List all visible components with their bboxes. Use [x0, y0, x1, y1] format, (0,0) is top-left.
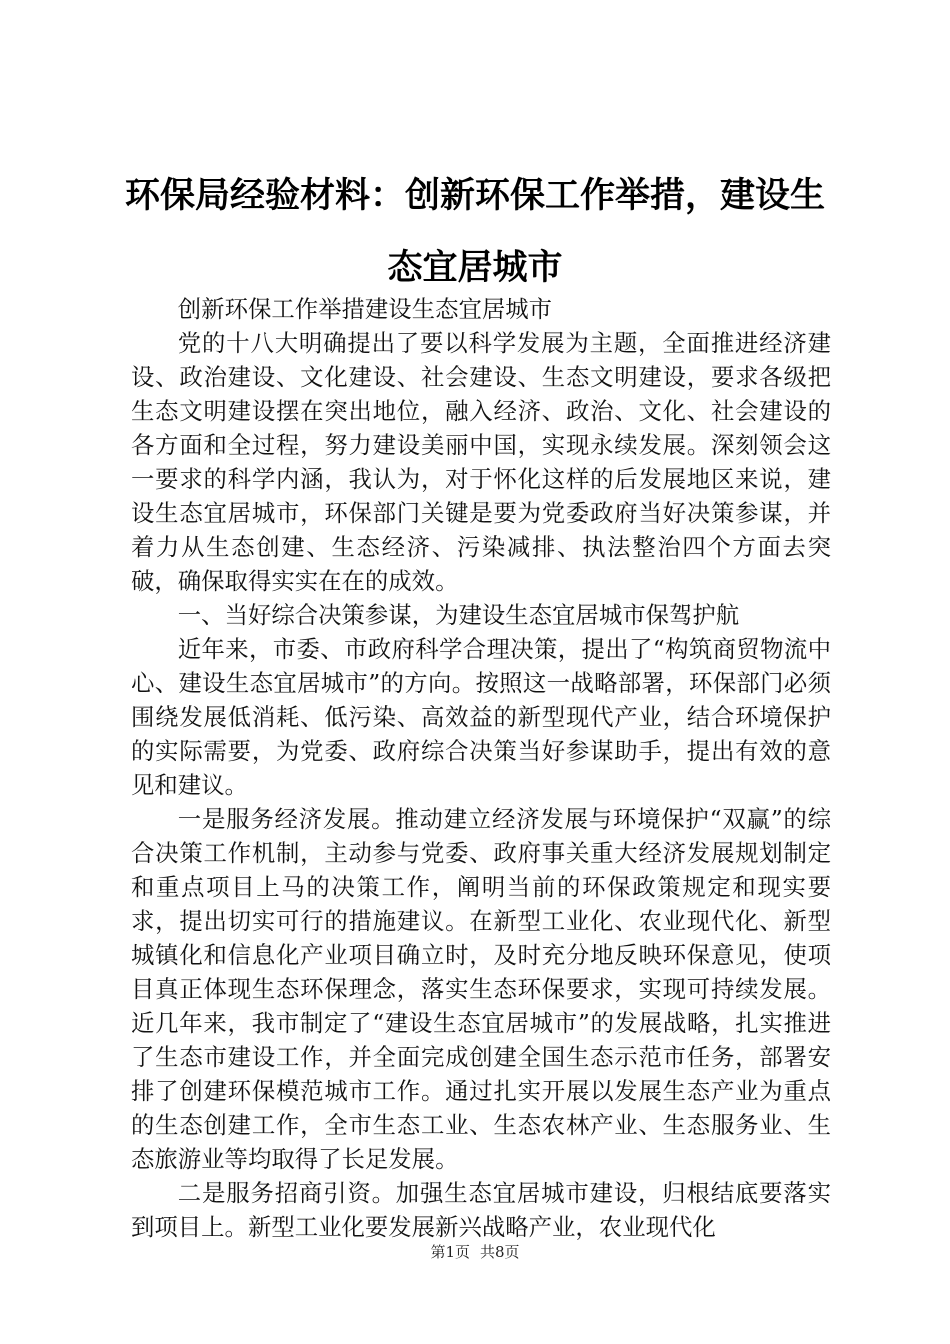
subtitle-paragraph: 创新环保工作举措建设生态宜居城市: [177, 295, 553, 323]
body-paragraph: 二是服务招商引资。加强生态宜居城市建设，归根结底要落实到项目上。新型工业化要发展新兴战略产业，农业现代化: [131, 1179, 831, 1241]
document-body: [131, 292, 831, 1244]
body-paragraph: 一是服务经济发展。推动建立经济发展与环境保护“双赢”的综合决策工作机制，主动参与党委、政府事关重大经济发展规划制定和重点项目上马的决策工作，阐明当前的环保政策规定和现实要求，提出切实可行的措施建议。在新型工业化、农业现代化、新型城镇化和信息化产业项目确立时，及时充分地反映环保意见，使项目真正体现生态环保理念，落实生态环保要求，实现可持续发展。近几年来，我市制定了“建设生态宜居城市”的发展战略，扎实推进了生态市建设工作，并全面完成创建全国生态示范市任务，部署安排了创建环保模范城市工作。通过扎实开展以发展生态产业为重点的生态创建工作，全市生态工业、生态农林产业、生态服务业、生态旅游业等均取得了长足发展。: [131, 805, 831, 1173]
section-heading: 一、当好综合决策参谋，为建设生态宜居城市保驾护航: [177, 601, 740, 629]
page-number: 第1页: [430, 1243, 470, 1261]
document-title: 环保局经验材料：创新环保工作举措，建设生态宜居城市: [124, 176, 825, 288]
page-total: 共8页: [480, 1243, 520, 1261]
body-paragraph: 近年来，市委、市政府科学合理决策，提出了“构筑商贸物流中心、建设生态宜居城市”的方向。按照这一战略部署，环保部门必须围绕发展低消耗、低污染、高效益的新型现代产业，结合环境保护的实际需要，为党委、政府综合决策当好参谋助手，提出有效的意见和建议。: [131, 635, 831, 799]
body-paragraph: 党的十八大明确提出了要以科学发展为主题，全面推进经济建设、政治建设、文化建设、社会建设、生态文明建设，要求各级把生态文明建设摆在突出地位，融入经济、政治、文化、社会建设的各方面和全过程，努力建设美丽中国，实现永续发展。深刻领会这一要求的科学内涵，我认为，对于怀化这样的后发展地区来说，建设生态宜居城市，环保部门关键是要为党委政府当好决策参谋，并着力从生态创建、生态经济、污染减排、执法整治四个方面去突破，确保取得实实在在的成效。: [131, 329, 831, 595]
page-footer: [0, 1242, 950, 1262]
